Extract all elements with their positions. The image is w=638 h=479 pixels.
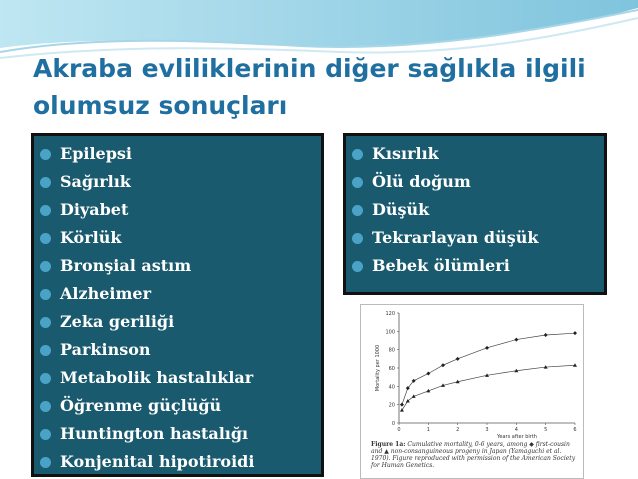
left-list-item xyxy=(34,168,321,196)
left-list-item-label: Diyabet xyxy=(60,200,129,219)
left-list-item-label: Huntington hastalığı xyxy=(60,424,249,443)
bullet-icon xyxy=(40,373,51,384)
data-point-diamond xyxy=(456,357,460,361)
x-tick-label: 6 xyxy=(573,427,577,433)
data-point-diamond xyxy=(573,331,577,335)
left-list-item-label: Alzheimer xyxy=(60,284,152,303)
bullet-icon xyxy=(352,149,363,160)
right-conditions-box xyxy=(343,133,607,295)
right-list-item xyxy=(346,168,604,196)
y-tick-label: 80 xyxy=(388,347,395,354)
left-list-item xyxy=(34,448,321,476)
figure-caption-label: Figure 1a: xyxy=(371,441,406,448)
left-list-item xyxy=(34,252,321,280)
bullet-icon xyxy=(40,149,51,160)
mortality-figure xyxy=(360,304,584,479)
y-tick-label: 120 xyxy=(385,311,395,317)
left-list-item xyxy=(34,140,321,168)
y-tick-label: 60 xyxy=(388,366,395,372)
right-list-item-label: Kısırlık xyxy=(372,144,439,163)
left-list-item-label: Körlük xyxy=(60,228,122,247)
right-list-item xyxy=(346,140,604,168)
bullet-icon xyxy=(352,205,363,216)
series-line xyxy=(402,333,575,405)
y-tick-label: 20 xyxy=(388,402,395,409)
x-tick-label: 5 xyxy=(544,427,548,433)
x-tick-label: 0 xyxy=(397,427,401,433)
right-list-item-label: Düşük xyxy=(372,200,430,219)
left-conditions-list xyxy=(34,136,321,476)
x-axis-label: Years after birth xyxy=(497,434,537,439)
left-list-item-label: Öğrenme güçlüğü xyxy=(60,396,222,415)
slide-title: Akraba evliliklerinin diğer sağlıkla ilgili olumsuz sonuçları xyxy=(33,54,586,120)
left-list-item-label: Konjenital hipotiroidi xyxy=(60,452,255,471)
left-list-item xyxy=(34,336,321,364)
x-tick-label: 2 xyxy=(456,427,460,433)
right-conditions-list xyxy=(346,136,604,280)
y-tick-label: 40 xyxy=(388,384,395,391)
x-tick-label: 4 xyxy=(514,427,518,433)
x-tick-label: 3 xyxy=(485,427,489,433)
left-list-item-label: Sağırlık xyxy=(60,172,131,191)
bullet-icon xyxy=(40,429,51,440)
data-point-diamond xyxy=(400,403,404,407)
left-list-item xyxy=(34,392,321,420)
figure-caption xyxy=(371,441,581,469)
bullet-icon xyxy=(40,205,51,216)
bullet-icon xyxy=(40,177,51,188)
left-list-item xyxy=(34,308,321,336)
bullet-icon xyxy=(352,177,363,188)
bullet-icon xyxy=(40,289,51,300)
figure-caption-text: Cumulative mortality, 0-6 years, among ◆ first-cousin and ▲ non-consanguineous progeny in Japan (Yamaguchi et al. 1970). Figure reproduced with permission of the American Society for Human Genetics. xyxy=(371,441,576,469)
right-list-item xyxy=(346,224,604,252)
left-list-item xyxy=(34,224,321,252)
left-list-item-label: Parkinson xyxy=(60,340,151,359)
bullet-icon xyxy=(352,261,363,272)
right-list-item xyxy=(346,196,604,224)
data-point-diamond xyxy=(441,363,445,367)
bullet-icon xyxy=(40,261,51,272)
bullet-icon xyxy=(40,317,51,328)
left-list-item xyxy=(34,364,321,392)
data-point-diamond xyxy=(426,372,430,376)
left-list-item-label: Epilepsi xyxy=(60,144,132,163)
y-axis-label: Mortality per 1000 xyxy=(375,344,381,392)
mortality-chart xyxy=(361,305,585,439)
right-list-item-label: Bebek ölümleri xyxy=(372,256,510,275)
left-list-item-label: Metabolik hastalıklar xyxy=(60,368,254,387)
right-list-item-label: Ölü doğum xyxy=(372,172,471,191)
left-list-item xyxy=(34,280,321,308)
left-list-item-label: Zeka geriliği xyxy=(60,312,175,331)
bullet-icon xyxy=(40,457,51,468)
bullet-icon xyxy=(40,345,51,356)
data-point-diamond xyxy=(544,333,548,337)
bullet-icon xyxy=(352,233,363,244)
right-list-item-label: Tekrarlayan düşük xyxy=(372,228,539,247)
left-list-item-label: Bronşial astım xyxy=(60,256,192,275)
right-list-item xyxy=(346,252,604,280)
x-tick-label: 1 xyxy=(426,427,430,433)
left-list-item xyxy=(34,420,321,448)
bullet-icon xyxy=(40,233,51,244)
data-point-diamond xyxy=(514,338,518,342)
bullet-icon xyxy=(40,401,51,412)
left-list-item xyxy=(34,196,321,224)
y-tick-label: 100 xyxy=(385,329,395,336)
left-conditions-box xyxy=(31,133,324,477)
y-tick-label: 0 xyxy=(391,421,395,427)
data-point-triangle xyxy=(400,408,404,412)
data-point-diamond xyxy=(485,346,489,350)
